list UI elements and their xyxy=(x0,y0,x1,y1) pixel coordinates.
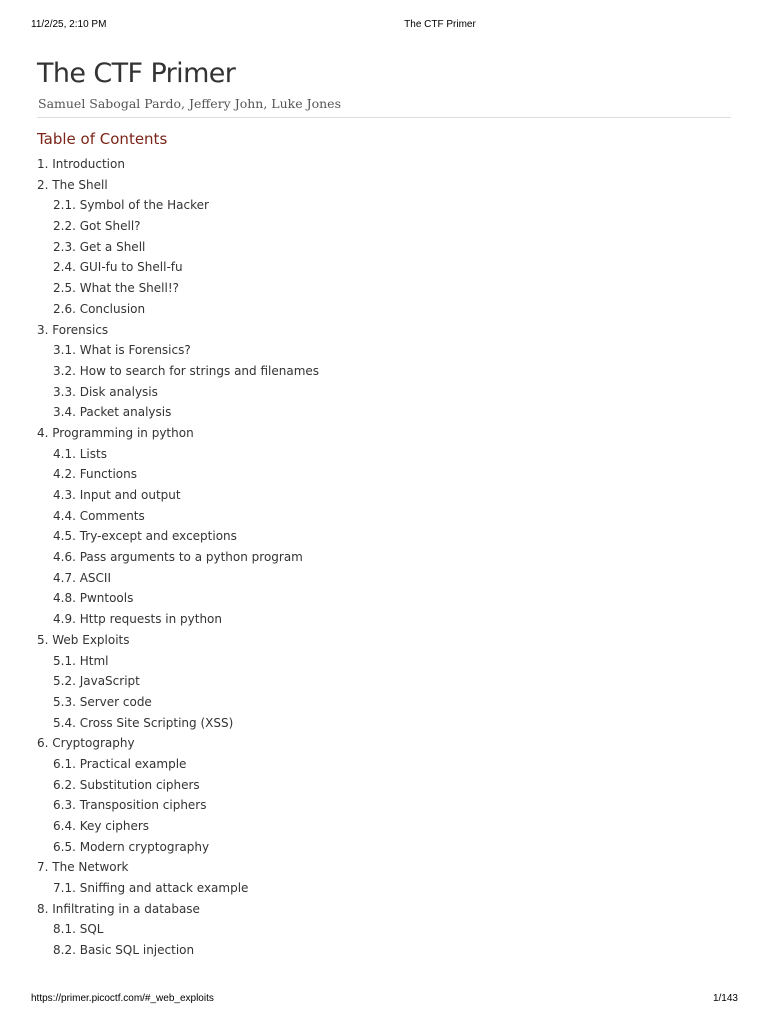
print-page-number: 1/143 xyxy=(712,993,738,1004)
toc-subsection-link[interactable]: 2.4. GUI-fu to Shell-fu xyxy=(53,260,183,275)
toc-subsection-link[interactable]: 8.2. Basic SQL injection xyxy=(53,943,195,958)
toc-subsection-link[interactable]: 6.2. Substitution ciphers xyxy=(53,777,200,792)
toc-subsection-link[interactable]: 3.1. What is Forensics? xyxy=(53,343,191,358)
toc-subsection-link[interactable]: 5.3. Server code xyxy=(53,694,152,709)
toc-section-link[interactable]: 3. Forensics xyxy=(37,322,109,337)
toc-subsection-link[interactable]: 4.7. ASCII xyxy=(53,570,111,585)
toc-subsection-link[interactable]: 5.2. JavaScript xyxy=(53,674,140,689)
toc-subsection-link[interactable]: 6.5. Modern cryptography xyxy=(53,839,210,854)
print-header xyxy=(0,19,768,33)
toc-subsection-link[interactable]: 3.4. Packet analysis xyxy=(53,405,172,420)
toc-subsection-link[interactable]: 2.6. Conclusion xyxy=(53,301,146,316)
toc-subsection-link[interactable]: 6.3. Transposition ciphers xyxy=(53,798,207,813)
toc-subsection-link[interactable]: 4.3. Input and output xyxy=(53,488,181,502)
toc-subsection-link[interactable]: 2.2. Got Shell? xyxy=(53,219,141,234)
toc-subsection-link[interactable]: 8.1. SQL xyxy=(53,922,104,937)
toc-subsection-link[interactable]: 3.2. How to search for strings and filenames xyxy=(53,363,320,378)
document-title: The CTF Primer xyxy=(37,58,236,89)
header-divider xyxy=(37,117,731,118)
print-footer xyxy=(0,993,768,1007)
toc-subsection-link[interactable]: 2.1. Symbol of the Hacker xyxy=(53,198,209,213)
toc-section-link[interactable]: 2. The Shell xyxy=(37,177,108,192)
toc-subsection-link[interactable]: 4.1. Lists xyxy=(53,446,107,461)
toc-subsection-link[interactable]: 6.4. Key ciphers xyxy=(53,819,150,833)
toc-section-link[interactable]: 6. Cryptography xyxy=(37,736,135,751)
toc-subsection-link[interactable]: 3.3. Disk analysis xyxy=(53,384,158,399)
toc-subsection-link[interactable]: 4.5. Try-except and exceptions xyxy=(53,529,237,544)
toc-section-link[interactable]: 1. Introduction xyxy=(37,157,125,171)
toc-heading: Table of Contents xyxy=(37,130,168,148)
print-page-title: The CTF Primer xyxy=(404,19,476,30)
toc-section-link[interactable]: 4. Programming in python xyxy=(37,425,194,440)
toc-subsection-link[interactable]: 4.6. Pass arguments to a python program xyxy=(53,550,303,565)
table-of-contents xyxy=(37,154,727,961)
document-authors: Samuel Sabogal Pardo, Jeffery John, Luke Jones xyxy=(38,96,341,111)
toc-subsection-link[interactable]: 4.9. Http requests in python xyxy=(53,612,222,627)
print-url: https://primer.picoctf.com/#_web_exploits xyxy=(31,993,214,1004)
toc-subsection-link[interactable]: 2.5. What the Shell!? xyxy=(53,281,180,296)
toc-subsection-link[interactable]: 7.1. Sniffing and attack example xyxy=(53,881,249,896)
toc-subsection-link[interactable]: 6.1. Practical example xyxy=(53,756,187,771)
print-datetime: 11/2/25, 2:10 PM xyxy=(31,19,107,30)
toc-subsection-link[interactable]: 5.1. Html xyxy=(53,653,109,668)
toc-subsection-link[interactable]: 2.3. Get a Shell xyxy=(53,239,146,254)
toc-subsection-link[interactable]: 5.4. Cross Site Scripting (XSS) xyxy=(53,715,234,730)
toc-subsection-link[interactable]: 4.4. Comments xyxy=(53,508,145,523)
toc-section-link[interactable]: 8. Infiltrating in a database xyxy=(37,901,200,916)
toc-subsection-link[interactable]: 4.2. Functions xyxy=(53,467,138,482)
toc-subsection-link[interactable]: 4.8. Pwntools xyxy=(53,591,134,606)
toc-section-link[interactable]: 7. The Network xyxy=(37,860,129,875)
toc-section-link[interactable]: 5. Web Exploits xyxy=(37,632,130,647)
